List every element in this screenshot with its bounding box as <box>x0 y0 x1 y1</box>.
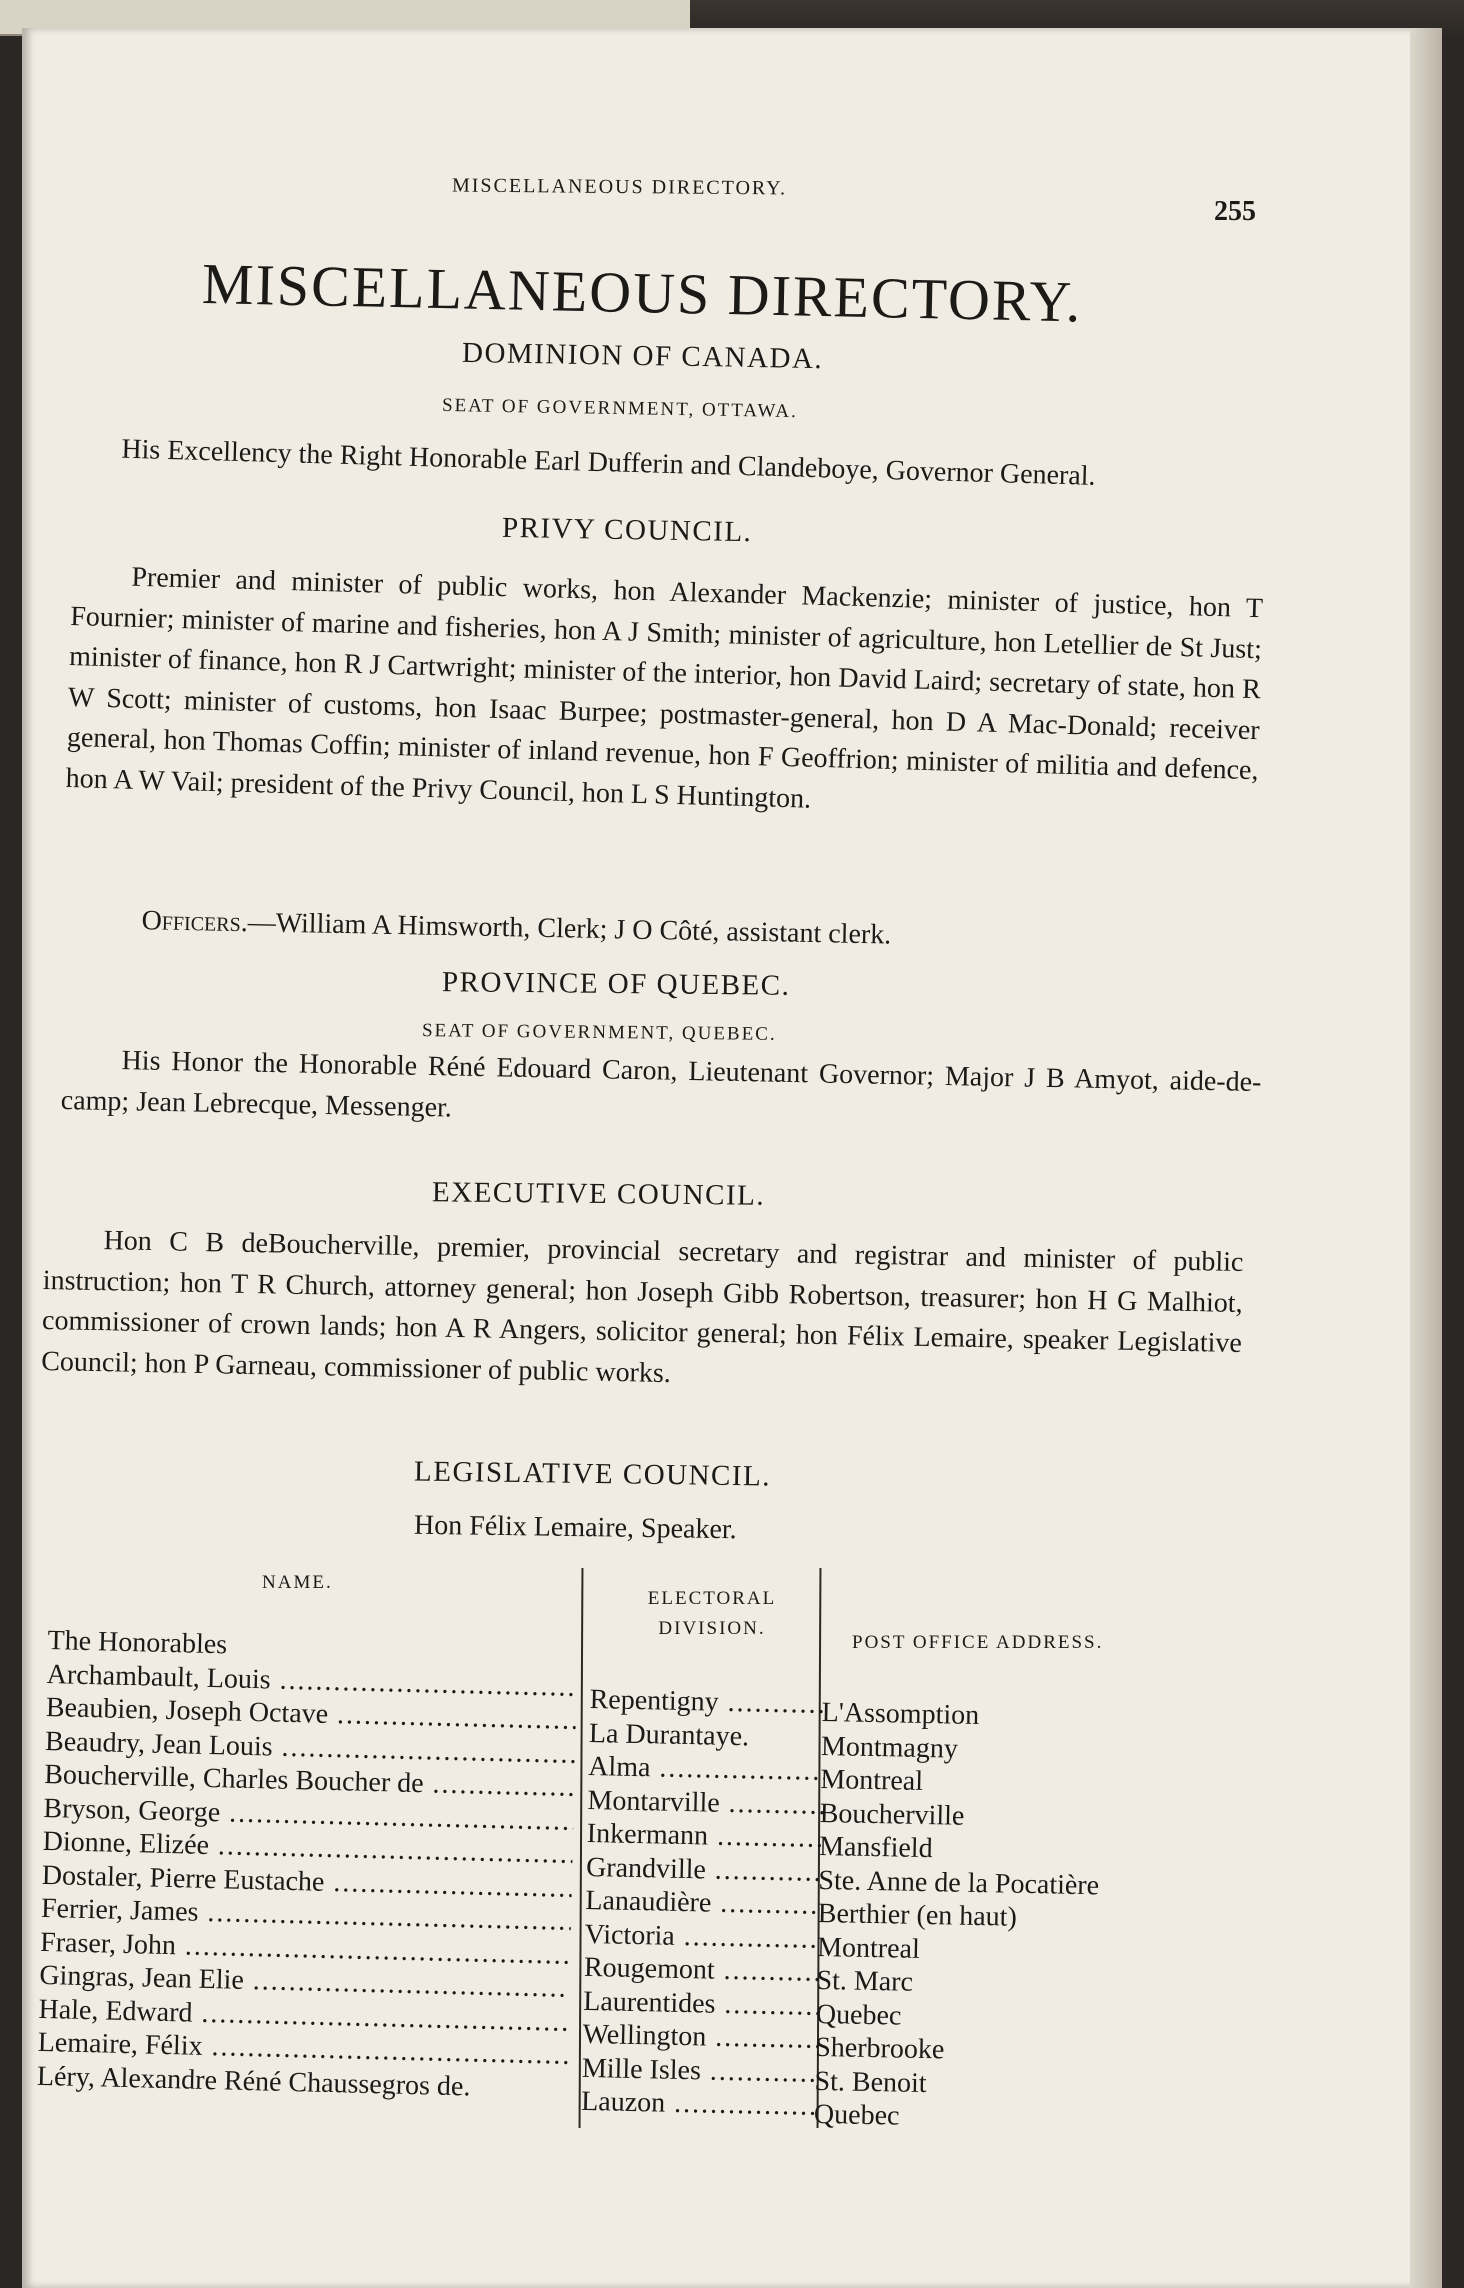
member-name: Dionne, Elizée ..... <box>42 1825 573 1871</box>
member-address: St. Benoit <box>814 2065 927 2099</box>
member-address: Quebec <box>815 1998 902 2032</box>
executive-council-heading: EXECUTIVE COUNCIL. <box>431 1176 766 1212</box>
member-division: Rougemont ..... <box>584 1951 821 1989</box>
member-division: Grandville ..... <box>586 1850 823 1888</box>
member-address: Ste. Anne de la Pocatière <box>818 1864 1100 1901</box>
dominion-heading: DOMINION OF CANADA. <box>461 336 824 376</box>
member-address: Mansfield <box>818 1830 933 1865</box>
member-division: Wellington ..... <box>582 2018 819 2056</box>
dominion-seat: SEAT OF GOVERNMENT, OTTAWA. <box>441 394 799 423</box>
officers-paragraph <box>81 900 1222 962</box>
governor-general-paragraph: His Excellency the Right Honorable Earl Dufferin and Clandeboye, Governor General. <box>120 433 1096 492</box>
member-name-column <box>37 1624 578 2106</box>
member-division: Lanaudière ..... <box>585 1884 822 1922</box>
member-name: Beaudry, Jean Louis ..... <box>45 1724 576 1770</box>
column-head-division: ELECTORAL DIVISION. <box>647 1588 777 1639</box>
member-address: Boucherville <box>819 1797 965 1832</box>
page-number: 255 <box>1214 196 1256 227</box>
directory-page <box>22 28 1442 2288</box>
member-address: Montreal <box>816 1931 921 1965</box>
page-title: MISCELLANEOUS DIRECTORY. <box>201 251 1084 335</box>
member-division: Inkermann ..... <box>586 1817 823 1855</box>
member-name: Dostaler, Pierre Eustache ..... <box>41 1858 572 1904</box>
member-address: Sherbrooke <box>814 2031 945 2066</box>
member-name: Bryson, George ..... <box>43 1791 574 1837</box>
lieutenant-governor-paragraph: His Honor the Honorable Réné Edouard Caron, Lieutenant Governor; Major J B Amyot, aide-de-camp; Jean Lebrecque, Messenger. <box>60 1045 1262 1123</box>
legislative-council-heading: LEGISLATIVE COUNCIL. <box>413 1455 772 1493</box>
member-name: Lemaire, Félix ..... <box>37 2026 568 2072</box>
executive-council-paragraph: Hon C B deBoucherville, premier, provincial secretary and registrar and minister of public instruction; hon T R Church, attorney general; hon Joseph Gibb Robertson, treasurer; hon H G Malhiot, commissioner of crown lands; hon A R Angers, solicitor general; hon Félix Lemaire, speaker Legislative Council; hon P Garneau, commissioner of public works. <box>40 1225 1244 1389</box>
member-name: Hale, Edward ..... <box>38 1992 569 2038</box>
privy-council-paragraph: Premier and minister of public works, hon Alexander Mackenzie; minister of justice, hon T Fournier; minister of marine and fisheries, hon A J Smith; minister of agriculture, hon Letellier de St Just; minister of finance, hon R J Cartwright; minister of the interior, hon David Laird; secretary of state, hon R W Scott; minister of customs, hon Isaac Burpee; postmaster-general, hon D A Mac-Donald; receiver general, hon Thomas Coffin; minister of inland revenue, hon F Geoffrion; minister of militia and defence, hon A W Vail; president of the Privy Council, hon L S Huntington. <box>65 561 1264 815</box>
member-address: Montreal <box>820 1763 924 1797</box>
page-edge <box>1410 28 1442 2288</box>
member-address: Berthier (en haut) <box>817 1897 1018 1933</box>
column-head-address: POST OFFICE ADDRESS. <box>852 1632 1104 1653</box>
member-name: Ferrier, James ..... <box>41 1892 572 1938</box>
running-head: MISCELLANEOUS DIRECTORY. <box>451 174 788 200</box>
member-name: Boucherville, Charles Boucher de ..... <box>44 1758 575 1804</box>
member-address: Montmagny <box>820 1730 959 1765</box>
legislative-speaker: Hon Félix Lemaire, Speaker. <box>413 1509 737 1546</box>
honorables-intro: The Honorables <box>47 1624 228 1661</box>
member-address: L'Assomption <box>821 1696 980 1732</box>
quebec-seat: SEAT OF GOVERNMENT, QUEBEC. <box>421 1020 777 1045</box>
member-address: St. Marc <box>816 1964 914 1998</box>
member-division: Repentigny ..... <box>589 1683 826 1721</box>
officers-label: Officers. <box>141 905 249 939</box>
member-division: Victoria ..... <box>584 1917 821 1955</box>
member-division: Mille Isles ..... <box>582 2051 819 2089</box>
member-division: Alma ..... <box>588 1750 825 1788</box>
member-division: La Durantaye. <box>588 1717 750 1752</box>
member-name: Gingras, Jean Elie ..... <box>39 1959 570 2005</box>
officers-text: —William A Himsworth, Clerk; J O Côté, assistant clerk. <box>247 907 892 951</box>
quebec-heading: PROVINCE OF QUEBEC. <box>441 966 791 1002</box>
member-name: Beaubien, Joseph Octave ..... <box>46 1691 577 1737</box>
member-address: Quebec <box>813 2098 900 2132</box>
member-name: Léry, Alexandre Réné Chaussegros de. <box>36 2060 471 2102</box>
member-name: Fraser, John ..... <box>40 1925 571 1971</box>
column-head-name: NAME. <box>262 1572 333 1593</box>
privy-council-heading: PRIVY COUNCIL. <box>501 511 753 549</box>
electoral-division-column <box>581 1683 826 2123</box>
member-division: Montarville ..... <box>587 1783 824 1821</box>
post-office-address-column <box>814 1696 1242 2139</box>
member-division: Laurentides ..... <box>583 1984 820 2022</box>
member-name: Archambault, Louis ..... <box>46 1657 577 1703</box>
member-division: Lauzon ..... <box>581 2085 818 2123</box>
